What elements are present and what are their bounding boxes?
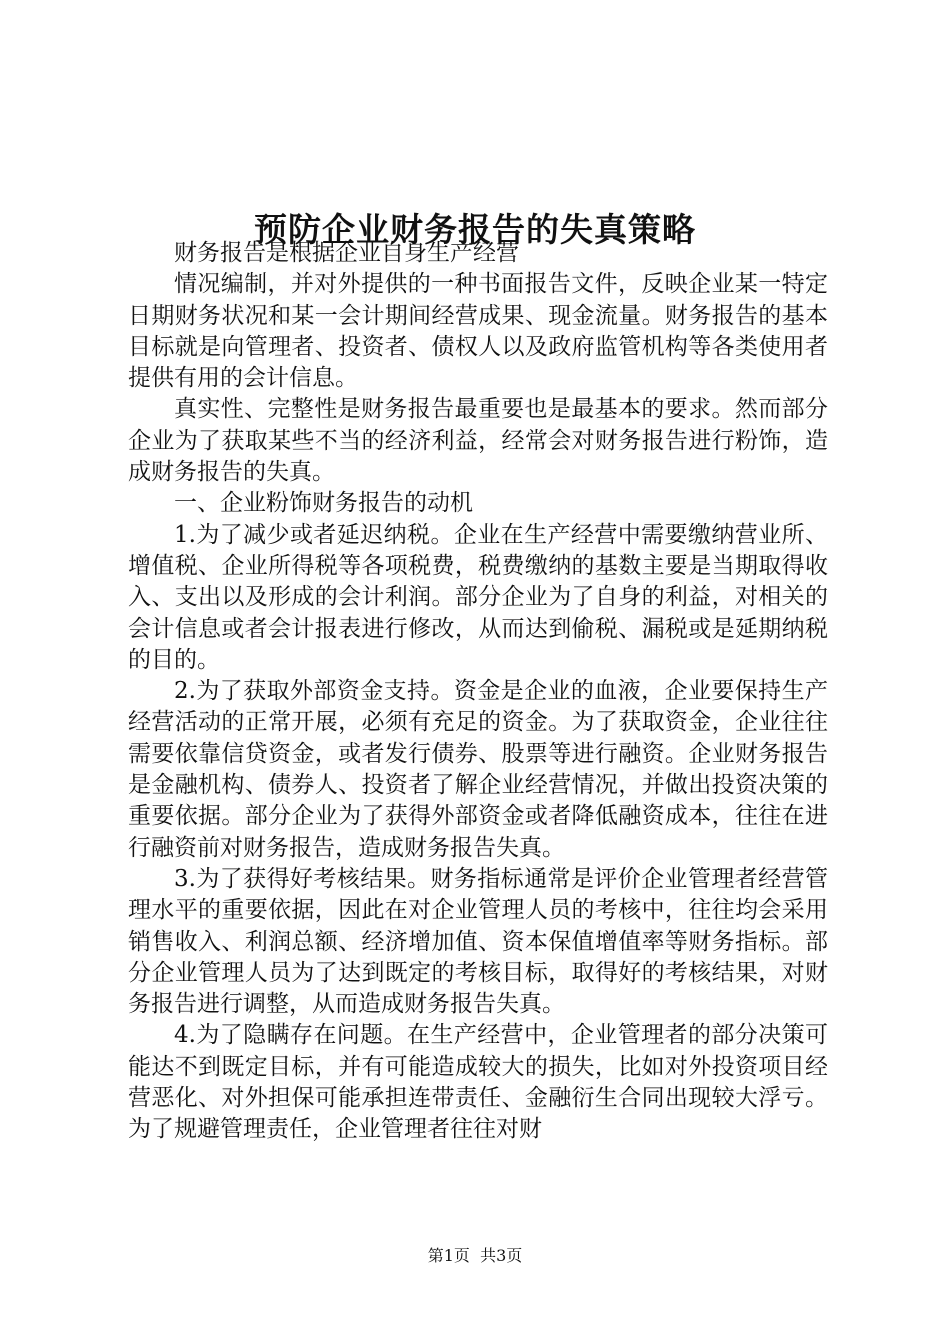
paragraph-motive-1: 1.为了减少或者延迟纳税。企业在生产经营中需要缴纳营业所、增值税、企业所得税等各项税费，税费缴纳的基数主要是当期取得收入、支出以及形成的会计利润。部分企业为了自身的利益，对相关的会计信息或者会计报表进行修改，从而达到偷税、漏税或是延期纳税的目的。 [128,521,828,673]
page-footer: 第1页 共3页 [427,1246,523,1265]
paragraph-definition: 情况编制，并对外提供的一种书面报告文件，反映企业某一特定日期财务状况和某一会计期间经营成果、现金流量。财务报告的基本目标就是向管理者、投资者、债权人以及政府监管机构等各类使用者提供有用的会计信息。 [128,271,828,392]
document-body [128,238,828,1146]
document-title: 预防企业财务报告的失真策略 [254,210,696,250]
paragraph-motive-4: 4.为了隐瞒存在问题。在生产经营中，企业管理者的部分决策可能达不到既定目标，并有可能造成较大的损失，比如对外投资项目经营恶化、对外担保可能承担连带责任、金融衍生合同出现较大浮亏。为了规避管理责任，企业管理者往往对财 [128,1022,828,1143]
paragraph-intro: 财务报告是根据企业自身生产经营 [174,240,519,266]
paragraph-motive-2: 2.为了获取外部资金支持。资金是企业的血液，企业要保持生产经营活动的正常开展，必须有充足的资金。为了获取资金，企业往往需要依靠信贷资金，或者发行债券、股票等进行融资。企业财务报告是金融机构、债券人、投资者了解企业经营情况，并做出投资决策的重要依据。部分企业为了获得外部资金或者降低融资成本，往往在进行融资前对财务报告，造成财务报告失真。 [128,678,828,861]
section-heading-motives: 一、企业粉饰财务报告的动机 [174,490,473,517]
paragraph-motive-3: 3.为了获得好考核结果。财务指标通常是评价企业管理者经营管理水平的重要依据，因此在对企业管理人员的考核中，往往均会采用销售收入、利润总额、经济增加值、资本保值增值率等财务指标。部分企业管理人员为了达到既定的考核目标，取得好的考核结果，对财务报告进行调整，从而造成财务报告失真。 [128,865,828,1018]
paragraph-requirements: 真实性、完整性是财务报告最重要也是最基本的要求。然而部分企业为了获取某些不当的经济利益，经常会对财务报告进行粉饰，造成财务报告的失真。 [128,396,828,486]
